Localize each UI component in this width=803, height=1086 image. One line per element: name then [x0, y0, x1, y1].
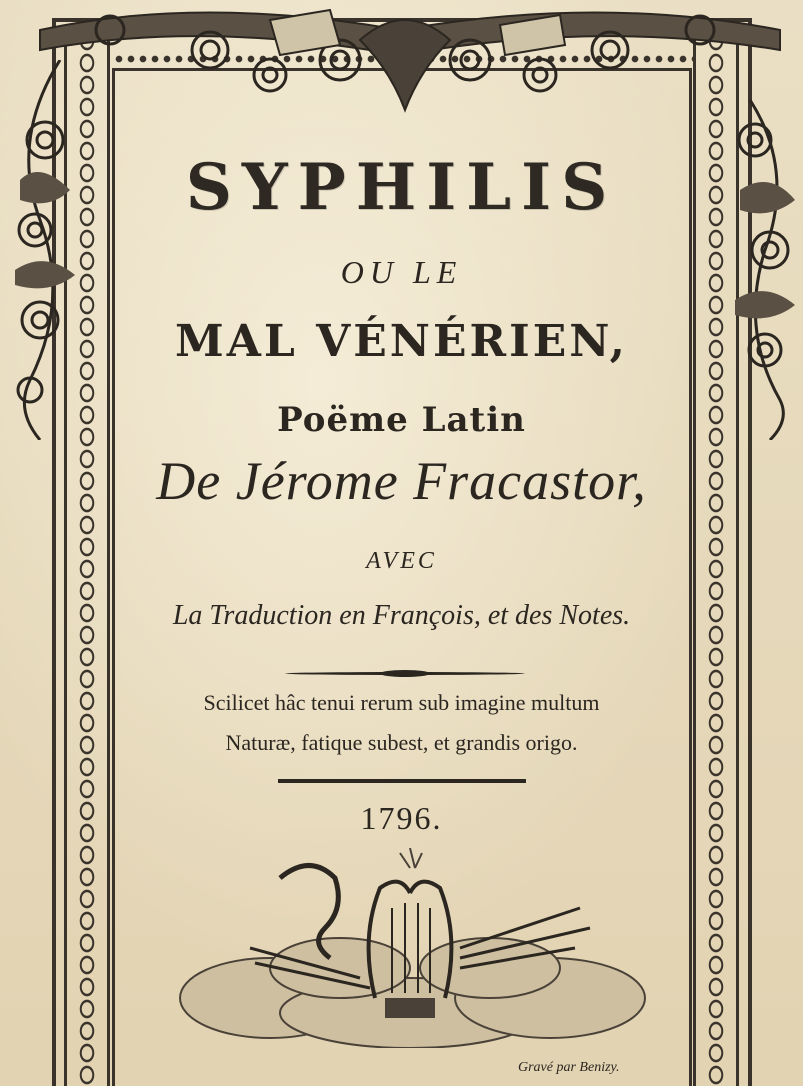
- lyre-serpent-clouds-icon: [160, 848, 660, 1048]
- avec-line: AVEC: [366, 548, 437, 574]
- left-garland-icon: [0, 60, 110, 440]
- book-subtitle: MAL VÉNÉRIEN,: [175, 316, 628, 367]
- engraver-credit: Gravé par Benizy.: [518, 1060, 620, 1075]
- epigraph-line-2: Naturæ, fatique subest, et grandis origo.: [225, 730, 578, 755]
- epigraph-line-1: Scilicet hâc tenui rerum sub imagine multum: [203, 690, 600, 715]
- ornamental-rule-top: [285, 672, 525, 675]
- publication-year: 1796.: [360, 800, 443, 836]
- ornamental-rule-bottom: [278, 779, 526, 783]
- subtitle-connector: OU LE: [340, 254, 463, 290]
- book-title: SYPHILIS: [185, 150, 618, 225]
- floral-garland-icon: [0, 0, 803, 140]
- genre-line: Poëme Latin: [277, 400, 526, 440]
- author-line: De Jérome Fracastor,: [156, 451, 647, 511]
- translation-line: La Traduction en François, et des Notes.: [172, 600, 631, 631]
